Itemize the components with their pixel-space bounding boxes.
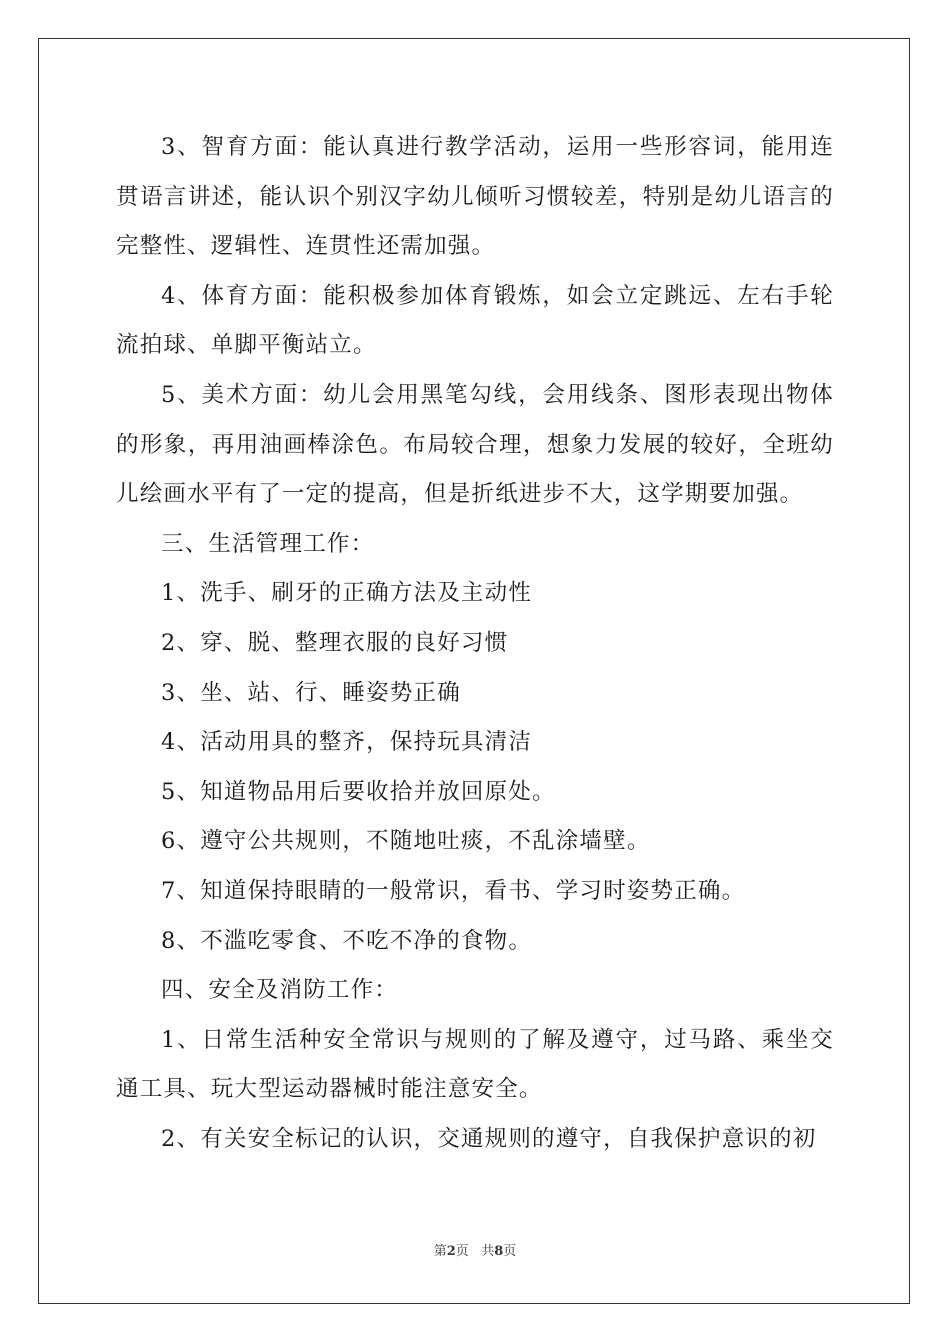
paragraph-intellectual: 3、智育方面：能认真进行教学活动，运用一些形容词，能用连贯语言讲述，能认识个别汉字幼儿倾听习惯较差，特别是幼儿语言的完整性、逻辑性、连贯性还需加强。 (116, 134, 834, 260)
list-item: 7、知道保持眼睛的一般常识，看书、学习时姿势正确。 (161, 877, 746, 904)
list-item: 1、日常生活种安全常识与规则的了解及遵守，过马路、乘坐交通工具、玩大型运动器械时能注意安全。 (116, 1026, 834, 1103)
page-number (0, 1244, 950, 1260)
list-item: 6、遵守公共规则，不随地吐痰，不乱涂墙壁。 (161, 828, 651, 855)
paragraph-art: 5、美术方面：幼儿会用黑笔勾线，会用线条、图形表现出物体的形象，再用油画棒涂色。布局较合理，想象力发展的较好，全班幼儿绘画水平有了一定的提高，但是折纸进步不大，这学期要加强。 (116, 381, 834, 508)
list-item: 4、活动用具的整齐，保持玩具清洁 (161, 729, 533, 756)
section-heading-life-management: 三、生活管理工作： (161, 530, 375, 557)
list-item: 8、不滥吃零食、不吃不净的食物。 (161, 927, 533, 954)
page-suffix: 页 (503, 1244, 517, 1259)
page-total: 8 (494, 1244, 504, 1259)
list-item: 3、坐、站、行、睡姿势正确 (161, 679, 461, 706)
list-item: 1、洗手、刷牙的正确方法及主动性 (161, 580, 533, 607)
section-heading-safety: 四、安全及消防工作： (161, 977, 399, 1004)
page-prefix: 第 (433, 1244, 447, 1259)
document-body (116, 123, 834, 1164)
page-mid: 页 共 (455, 1244, 495, 1259)
list-item: 5、知道物品用后要收拾并放回原处。 (161, 778, 556, 805)
paragraph-physical: 4、体育方面：能积极参加体育锻炼，如会立定跳远、左右手轮流拍球、单脚平衡站立。 (116, 282, 834, 359)
list-item: 2、穿、脱、整理衣服的良好习惯 (161, 629, 509, 656)
page-current: 2 (446, 1244, 456, 1259)
list-item: 2、有关安全标记的认识，交通规则的遵守，自我保护意识的初 (161, 1125, 817, 1152)
